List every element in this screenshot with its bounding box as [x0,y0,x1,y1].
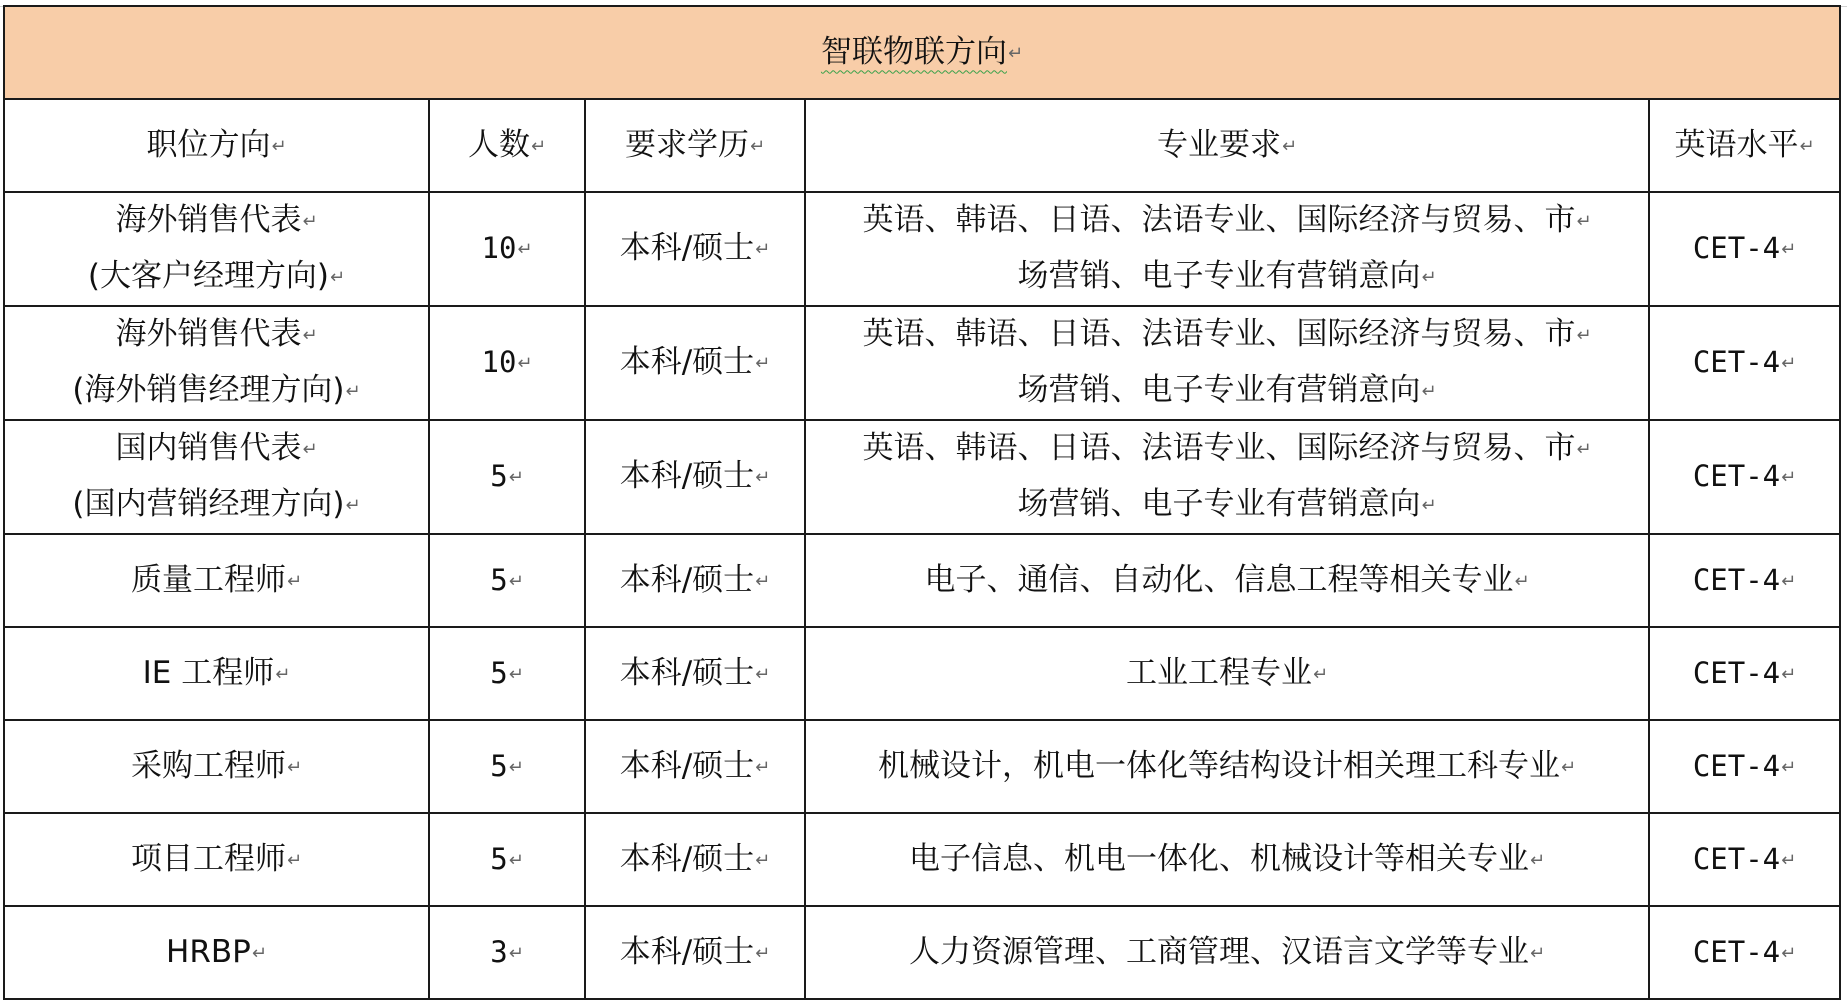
paragraph-mark-icon: ↵ [530,135,547,157]
paragraph-mark-icon: ↵ [508,756,524,778]
paragraph-mark-icon: ↵ [1781,663,1797,685]
paragraph-mark-icon: ↵ [1421,381,1437,402]
cell-english: CET-4↵ [1649,534,1840,627]
table-row [4,192,1840,306]
paragraph-mark-icon: ↵ [286,756,303,778]
cell-english: CET-4↵ [1649,306,1840,420]
cell-major-line: 工业工程专业↵ [1125,654,1329,691]
paragraph-mark-icon: ↵ [755,663,771,685]
cell-english: CET-4↵ [1649,192,1840,306]
paragraph-mark-icon: ↵ [302,439,318,460]
cell-major-line: 人力资源管理、工商管理、汉语言文学等专业↵ [908,933,1546,970]
cell-position [4,813,429,906]
paragraph-mark-icon: ↵ [1781,942,1797,964]
paragraph-mark-icon: ↵ [1781,239,1797,260]
paragraph-mark-icon: ↵ [302,325,318,346]
table-row [4,306,1840,420]
cell-position [4,906,429,999]
cell-count: 5↵ [429,813,585,906]
paragraph-mark-icon: ↵ [749,135,766,157]
table-row [4,813,1840,906]
paragraph-mark-icon: ↵ [286,849,303,871]
cell-major-line: 英语、韩语、日语、法语专业、国际经济与贸易、市↵ [862,430,1592,466]
paragraph-mark-icon: ↵ [251,942,267,964]
cell-english: CET-4↵ [1649,627,1840,720]
paragraph-mark-icon: ↵ [271,135,287,157]
cell-major [805,306,1649,420]
cell-education: 本科/硕士↵ [585,720,805,813]
header-position: 职位方向↵ [4,99,429,192]
cell-count: 5↵ [429,420,585,534]
cell-position-line: 质量工程师↵ [130,561,303,598]
table-title-row [4,6,1840,99]
paragraph-mark-icon: ↵ [755,756,771,778]
paragraph-mark-icon: ↵ [755,849,771,871]
paragraph-mark-icon: ↵ [275,663,291,685]
cell-count: 5↵ [429,534,585,627]
cell-major-line: 英语、韩语、日语、法语专业、国际经济与贸易、市↵ [862,202,1592,238]
cell-major-line: 场营销、电子专业有营销意向↵ [1017,372,1437,408]
table-header-row [4,99,1840,192]
cell-position [4,534,429,627]
cell-position-line: HRBP↵ [166,933,267,970]
paragraph-mark-icon: ↵ [508,942,524,964]
cell-count: 5↵ [429,720,585,813]
cell-count: 3↵ [429,906,585,999]
cell-count: 10↵ [429,192,585,306]
cell-major-line: 电子、通信、自动化、信息工程等相关专业↵ [924,561,1530,598]
cell-education: 本科/硕士↵ [585,906,805,999]
paragraph-mark-icon: ↵ [1560,756,1577,778]
paragraph-mark-icon: ↵ [508,467,524,488]
cell-major [805,192,1649,306]
paragraph-mark-icon: ↵ [1781,570,1797,592]
cell-major-line: 英语、韩语、日语、法语专业、国际经济与贸易、市↵ [862,316,1592,352]
cell-position-line: 采购工程师↵ [130,747,303,784]
paragraph-mark-icon: ↵ [1781,353,1797,374]
cell-major-line: 电子信息、机电一体化、机械设计等相关专业↵ [908,840,1546,877]
cell-position-line: (海外销售经理方向)↵ [72,372,361,408]
paragraph-mark-icon: ↵ [302,211,318,232]
cell-english: CET-4↵ [1649,906,1840,999]
cell-major [805,420,1649,534]
cell-english: CET-4↵ [1649,420,1840,534]
cell-major [805,906,1649,999]
cell-position-line: 海外销售代表↵ [115,202,318,238]
paragraph-mark-icon: ↵ [755,942,771,964]
table-row [4,420,1840,534]
paragraph-mark-icon: ↵ [345,381,361,402]
cell-major [805,720,1649,813]
cell-position [4,627,429,720]
cell-position-line: 海外销售代表↵ [115,316,318,352]
cell-position-line: IE 工程师↵ [142,654,291,691]
header-major: 专业要求↵ [805,99,1649,192]
header-count: 人数↵ [429,99,585,192]
paragraph-mark-icon: ↵ [508,849,524,871]
cell-major-line: 场营销、电子专业有营销意向↵ [1017,258,1437,294]
paragraph-mark-icon: ↵ [755,239,771,260]
paragraph-mark-icon: ↵ [286,570,303,592]
cell-major-line: 场营销、电子专业有营销意向↵ [1017,486,1437,522]
cell-major-line: 机械设计，机电一体化等结构设计相关理工科专业↵ [877,747,1577,784]
cell-position-line: (国内营销经理方向)↵ [72,486,361,522]
paragraph-mark-icon: ↵ [755,467,771,488]
paragraph-mark-icon: ↵ [1781,756,1797,778]
cell-position [4,720,429,813]
cell-education: 本科/硕士↵ [585,627,805,720]
paragraph-mark-icon: ↵ [1421,267,1437,288]
cell-count: 10↵ [429,306,585,420]
cell-education: 本科/硕士↵ [585,306,805,420]
header-english: 英语水平↵ [1649,99,1840,192]
document-table-wrapper [3,5,1839,1000]
paragraph-mark-icon: ↵ [1007,42,1024,64]
cell-major [805,627,1649,720]
paragraph-mark-icon: ↵ [1281,135,1298,157]
paragraph-mark-icon: ↵ [1781,467,1797,488]
paragraph-mark-icon: ↵ [1576,211,1592,232]
table-title-cell [4,6,1840,99]
cell-count: 5↵ [429,627,585,720]
paragraph-mark-icon: ↵ [1514,570,1530,592]
paragraph-mark-icon: ↵ [1576,439,1592,460]
cell-education: 本科/硕士↵ [585,534,805,627]
cell-position [4,192,429,306]
recruitment-table [3,5,1841,1000]
cell-position-line: 国内销售代表↵ [115,430,318,466]
cell-major [805,534,1649,627]
cell-position [4,306,429,420]
cell-position-line: (大客户经理方向)↵ [87,258,346,294]
paragraph-mark-icon: ↵ [1421,495,1437,516]
paragraph-mark-icon: ↵ [1529,942,1546,964]
cell-position [4,420,429,534]
cell-english: CET-4↵ [1649,720,1840,813]
cell-education: 本科/硕士↵ [585,192,805,306]
cell-education: 本科/硕士↵ [585,813,805,906]
cell-major [805,813,1649,906]
paragraph-mark-icon: ↵ [1576,325,1592,346]
table-body [4,192,1840,999]
paragraph-mark-icon: ↵ [1781,849,1797,871]
paragraph-mark-icon: ↵ [1529,849,1546,871]
paragraph-mark-icon: ↵ [517,239,533,260]
paragraph-mark-icon: ↵ [1312,663,1329,685]
table-row [4,627,1840,720]
header-education: 要求学历↵ [585,99,805,192]
table-row [4,534,1840,627]
paragraph-mark-icon: ↵ [1799,135,1815,157]
paragraph-mark-icon: ↵ [508,663,524,685]
table-row [4,720,1840,813]
paragraph-mark-icon: ↵ [755,570,771,592]
cell-english: CET-4↵ [1649,813,1840,906]
table-row [4,906,1840,999]
paragraph-mark-icon: ↵ [508,570,524,592]
table-title: 智联物联方向 [820,33,1007,70]
cell-position-line: 项目工程师↵ [130,840,303,877]
paragraph-mark-icon: ↵ [345,495,361,516]
paragraph-mark-icon: ↵ [330,267,346,288]
cell-education: 本科/硕士↵ [585,420,805,534]
paragraph-mark-icon: ↵ [517,353,533,374]
paragraph-mark-icon: ↵ [755,353,771,374]
